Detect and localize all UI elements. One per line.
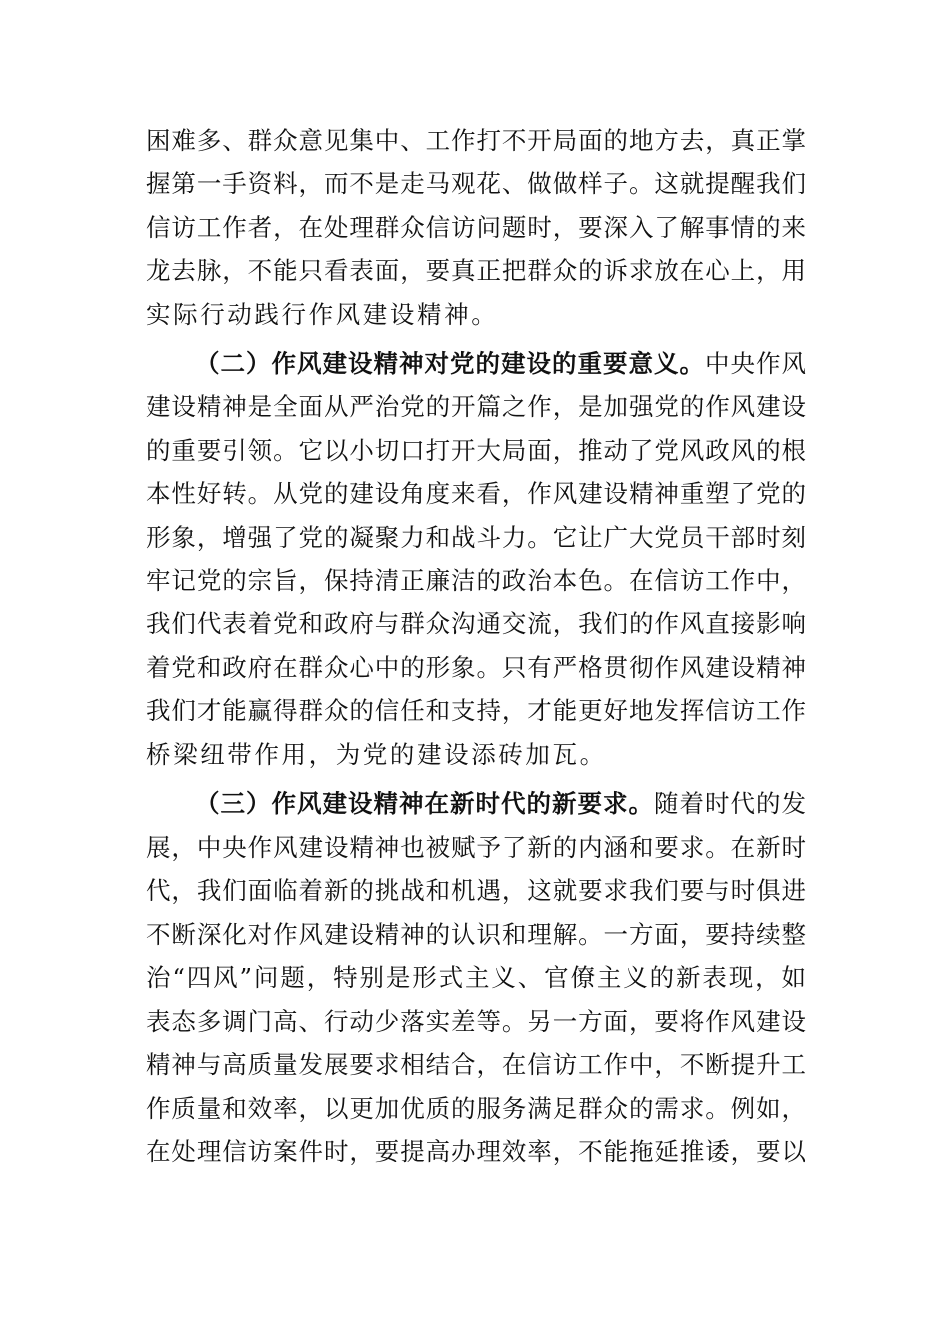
text-line: 牢记党的宗旨，保持清正廉洁的政治本色。在信访工作中， [146,566,806,595]
text-line: 的重要引领。它以小切口打开大局面，推动了党风政风的根 [146,436,806,465]
text-line: 形象，增强了党的凝聚力和战斗力。它让广大党员干部时刻 [146,523,806,552]
text-line: 表态多调门高、行动少落实差等。另一方面，要将作风建设 [146,1007,806,1036]
text-line: 精神与高质量发展要求相结合，在信访工作中，不断提升工 [146,1050,806,1079]
text-line: 我们代表着党和政府与群众沟通交流，我们的作风直接影响 [146,609,806,638]
paragraph-first-line [195,344,806,384]
text-line: 作质量和效率，以更加优质的服务满足群众的需求。例如， [146,1094,806,1123]
text-line: 信访工作者，在处理群众信访问题时，要深入了解事情的来 [146,213,806,242]
text-line: 建设精神是全面从严治党的开篇之作，是加强党的作风建设 [146,392,806,421]
text-line: 本性好转。从党的建设角度来看，作风建设精神重塑了党的 [146,479,806,508]
text-run: 随着时代的发 [654,789,806,818]
section-heading: （二）作风建设精神对党的建设的重要意义。 [195,349,705,378]
text-line: 桥梁纽带作用，为党的建设添砖加瓦。 [146,740,607,769]
text-line: 展，中央作风建设精神也被赋予了新的内涵和要求。在新时 [146,833,806,862]
paragraph-first-line [195,784,806,824]
section-heading: （三）作风建设精神在新时代的新要求。 [195,789,654,818]
text-line: 着党和政府在群众心中的形象。只有严格贯彻作风建设精神 [146,653,806,682]
text-run: 中央作风 [705,349,806,378]
text-line: 治“四风”问题，特别是形式主义、官僚主义的新表现，如 [146,963,806,992]
text-line: 实际行动践行作风建设精神。 [146,300,499,329]
text-line: 在处理信访案件时，要提高办理效率，不能拖延推诿，要以 [146,1137,806,1166]
text-line: 我们才能赢得群众的信任和支持，才能更好地发挥信访工作 [146,696,806,725]
text-line: 代，我们面临着新的挑战和机遇，这就要求我们要与时俱进 [146,876,806,905]
text-line: 龙去脉，不能只看表面，要真正把群众的诉求放在心上，用 [146,256,806,285]
text-line: 困难多、群众意见集中、工作打不开局面的地方去，真正掌 [146,126,806,155]
text-line: 不断深化对作风建设精神的认识和理解。一方面，要持续整 [146,920,806,949]
text-line: 握第一手资料，而不是走马观花、做做样子。这就提醒我们 [146,169,806,198]
